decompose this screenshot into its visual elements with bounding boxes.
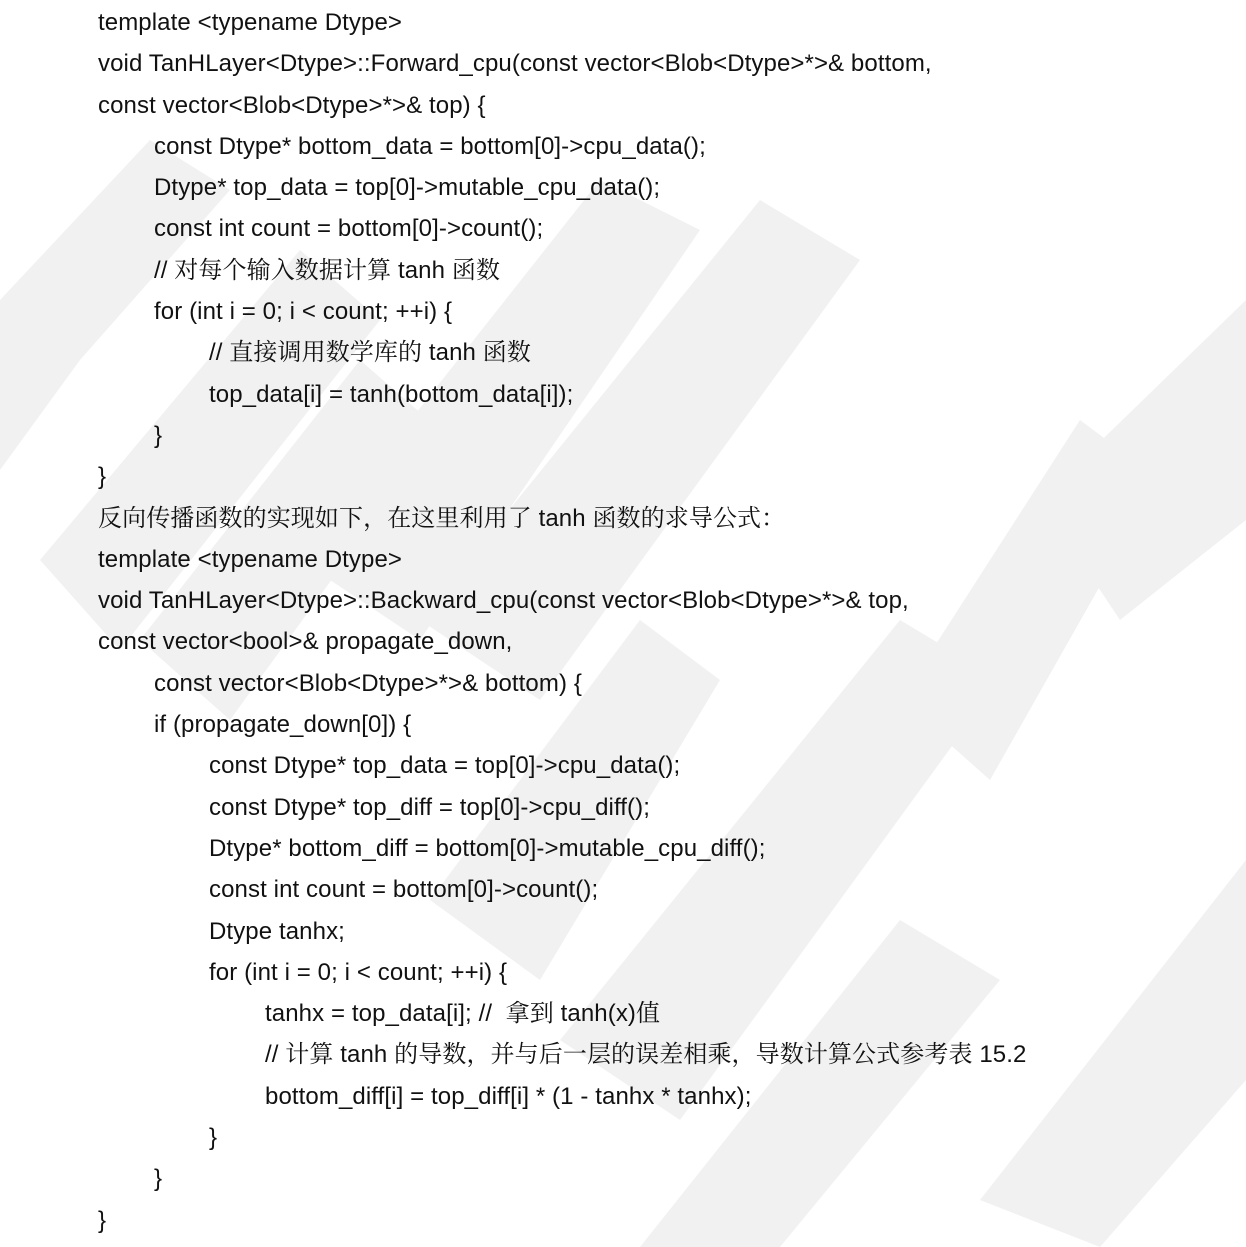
- code-line: }: [209, 1124, 218, 1152]
- code-line: const Dtype* top_diff = top[0]->cpu_diff();: [209, 793, 651, 821]
- code-line: Dtype* bottom_diff = bottom[0]->mutable_cpu_diff();: [209, 834, 766, 862]
- code-line: template <typename Dtype>: [98, 545, 403, 573]
- code-line: for (int i = 0; i < count; ++i) {: [209, 958, 508, 986]
- code-comment: // 直接调用数学库的 tanh 函数: [209, 339, 531, 367]
- code-line: Dtype tanhx;: [209, 917, 345, 945]
- code-line: }: [154, 421, 163, 449]
- code-line: if (propagate_down[0]) {: [154, 711, 412, 739]
- code-line: tanhx = top_data[i]; // 拿到 tanh(x)值: [265, 1000, 661, 1028]
- code-line: }: [98, 1206, 107, 1234]
- code-line: const Dtype* top_data = top[0]->cpu_data();: [209, 752, 681, 780]
- code-line: void TanHLayer<Dtype>::Forward_cpu(const vector<Blob<Dtype>*>& bottom,: [98, 50, 932, 78]
- code-line: const vector<bool>& propagate_down,: [98, 628, 513, 656]
- code-line: top_data[i] = tanh(bottom_data[i]);: [209, 380, 574, 408]
- code-line: void TanHLayer<Dtype>::Backward_cpu(const vector<Blob<Dtype>*>& top,: [98, 587, 909, 615]
- code-line: }: [98, 463, 107, 491]
- code-line: const vector<Blob<Dtype>*>& top) {: [98, 91, 486, 119]
- code-comment: // 计算 tanh 的导数，并与后一层的误差相乘，导数计算公式参考表 15.2: [265, 1041, 1027, 1069]
- code-line: const int count = bottom[0]->count();: [209, 876, 599, 904]
- code-comment: // 对每个输入数据计算 tanh 函数: [154, 256, 501, 284]
- code-line: for (int i = 0; i < count; ++i) {: [154, 298, 453, 326]
- code-line: const Dtype* bottom_data = bottom[0]->cpu_data();: [154, 132, 706, 160]
- code-line: const int count = bottom[0]->count();: [154, 215, 544, 243]
- code-line: }: [154, 1165, 163, 1193]
- paragraph-text: 反向传播函数的实现如下，在这里利用了 tanh 函数的求导公式：: [98, 504, 786, 532]
- code-line: template <typename Dtype>: [98, 9, 403, 36]
- code-line: const vector<Blob<Dtype>*>& bottom) {: [154, 669, 582, 697]
- code-line: bottom_diff[i] = top_diff[i] * (1 - tanhx * tanhx);: [265, 1082, 752, 1110]
- code-line: Dtype* top_data = top[0]->mutable_cpu_data();: [154, 174, 661, 202]
